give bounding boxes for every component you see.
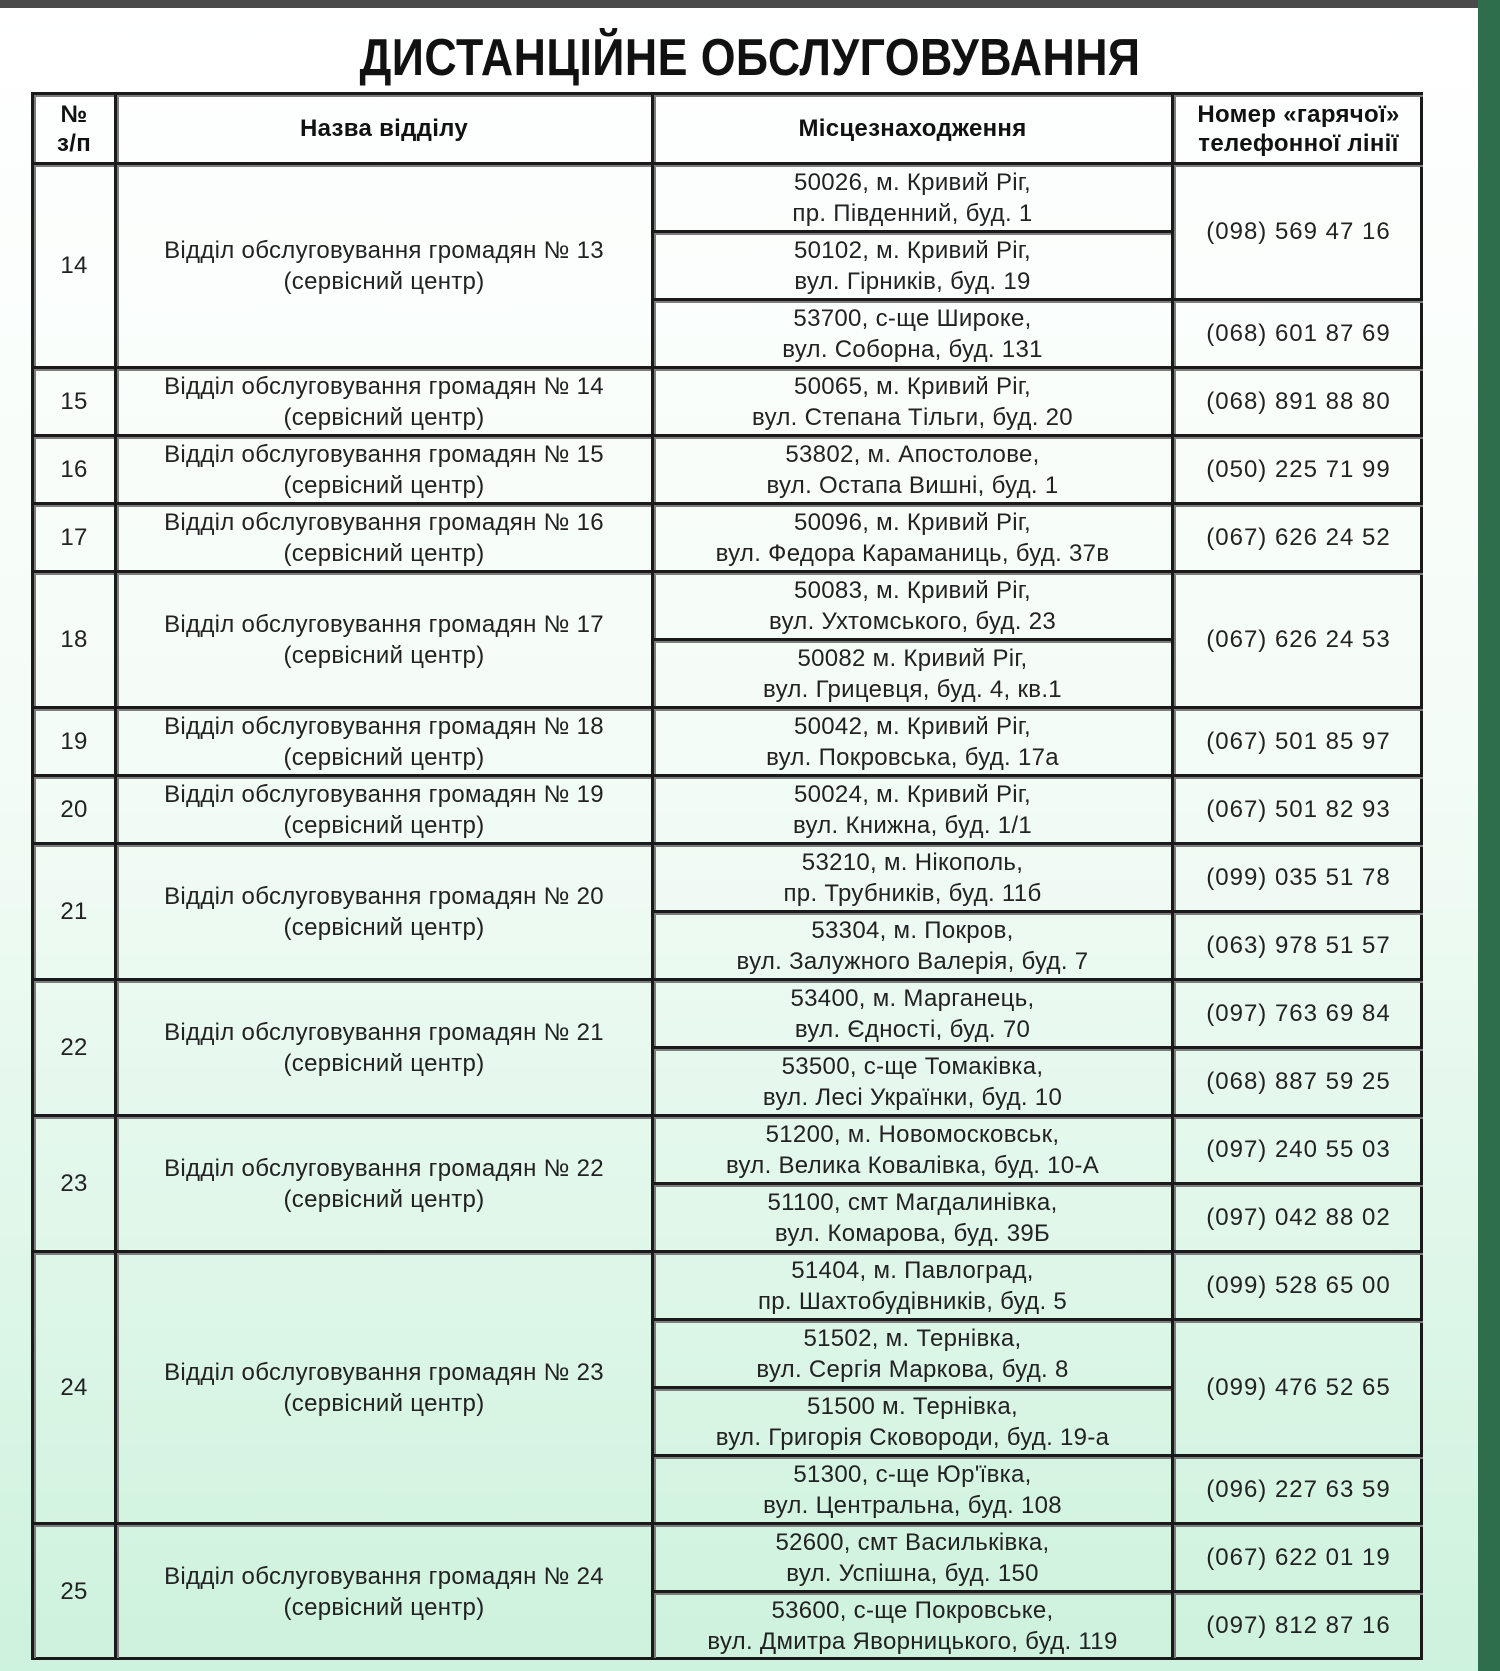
row-number: 19 [31, 706, 114, 774]
hotline-phone: (067) 622 01 19 [1171, 1522, 1423, 1590]
address-cell: 51200, м. Новомосковськ, вул. Велика Ковалівка, буд. 10-А [651, 1114, 1171, 1182]
header-department-name: Назва відділу [114, 92, 651, 162]
hotline-phone: (098) 569 47 16 [1171, 162, 1423, 298]
address-cell: 53600, с-ще Покровське, вул. Дмитра Яворницького, буд. 119 [651, 1590, 1171, 1658]
address-cell: 51300, с-ще Юр'ївка, вул. Центральна, буд. 108 [651, 1454, 1171, 1522]
hotline-phone: (096) 227 63 59 [1171, 1454, 1423, 1522]
hotline-phone: (099) 035 51 78 [1171, 842, 1423, 910]
department-name: Відділ обслуговування громадян № 23 (сервісний центр) [114, 1250, 651, 1522]
header-hotline: Номер «гарячої» телефонної лінії [1171, 92, 1423, 162]
address-cell: 50082 м. Кривий Ріг, вул. Грицевця, буд. 4, кв.1 [651, 638, 1171, 706]
row-number: 20 [31, 774, 114, 842]
department-name: Відділ обслуговування громадян № 24 (сервісний центр) [114, 1522, 651, 1658]
address-cell: 50065, м. Кривий Ріг, вул. Степана Тільги, буд. 20 [651, 366, 1171, 434]
department-name: Відділ обслуговування громадян № 17 (сервісний центр) [114, 570, 651, 706]
hotline-phone: (068) 891 88 80 [1171, 366, 1423, 434]
row-number: 21 [31, 842, 114, 978]
hotline-phone: (067) 626 24 53 [1171, 570, 1423, 706]
address-cell: 51404, м. Павлоград, пр. Шахтобудівників, буд. 5 [651, 1250, 1171, 1318]
row-number: 18 [31, 570, 114, 706]
page-title: ДИСТАНЦІЙНЕ ОБСЛУГОВУВАННЯ [359, 29, 1141, 87]
hotline-phone: (097) 763 69 84 [1171, 978, 1423, 1046]
hotline-phone: (067) 501 85 97 [1171, 706, 1423, 774]
address-cell: 51500 м. Тернівка, вул. Григорія Сковороди, буд. 19-а [651, 1386, 1171, 1454]
address-cell: 51100, смт Магдалинівка, вул. Комарова, буд. 39Б [651, 1182, 1171, 1250]
address-cell: 50102, м. Кривий Ріг, вул. Гірників, буд. 19 [651, 230, 1171, 298]
address-cell: 50042, м. Кривий Ріг, вул. Покровська, буд. 17а [651, 706, 1171, 774]
address-cell: 52600, смт Васильківка, вул. Успішна, буд. 150 [651, 1522, 1171, 1590]
department-name: Відділ обслуговування громадян № 22 (сервісний центр) [114, 1114, 651, 1250]
hotline-phone: (050) 225 71 99 [1171, 434, 1423, 502]
department-name: Відділ обслуговування громадян № 15 (сервісний центр) [114, 434, 651, 502]
top-border [0, 0, 1500, 8]
row-number: 22 [31, 978, 114, 1114]
hotline-phone: (067) 501 82 93 [1171, 774, 1423, 842]
address-cell: 50024, м. Кривий Ріг, вул. Книжна, буд. 1/1 [651, 774, 1171, 842]
row-number: 25 [31, 1522, 114, 1658]
right-edge-bar [1478, 0, 1500, 1671]
row-number: 24 [31, 1250, 114, 1522]
address-cell: 53802, м. Апостолове, вул. Остапа Вишні, буд. 1 [651, 434, 1171, 502]
address-cell: 50096, м. Кривий Ріг, вул. Федора Караманиць, буд. 37в [651, 502, 1171, 570]
row-number: 14 [31, 162, 114, 366]
hotline-phone: (097) 240 55 03 [1171, 1114, 1423, 1182]
row-number: 23 [31, 1114, 114, 1250]
hotline-phone: (097) 812 87 16 [1171, 1590, 1423, 1658]
hotline-phone: (099) 528 65 00 [1171, 1250, 1423, 1318]
hotline-phone: (097) 042 88 02 [1171, 1182, 1423, 1250]
hotline-phone: (068) 887 59 25 [1171, 1046, 1423, 1114]
department-name: Відділ обслуговування громадян № 14 (сервісний центр) [114, 366, 651, 434]
address-cell: 50026, м. Кривий Ріг, пр. Південний, буд. 1 [651, 162, 1171, 230]
service-table [31, 92, 1423, 1660]
row-number: 17 [31, 502, 114, 570]
hotline-phone: (063) 978 51 57 [1171, 910, 1423, 978]
row-number: 15 [31, 366, 114, 434]
address-cell: 53500, с-ще Томаківка, вул. Лесі Українки, буд. 10 [651, 1046, 1171, 1114]
hotline-phone: (068) 601 87 69 [1171, 298, 1423, 366]
department-name: Відділ обслуговування громадян № 20 (сервісний центр) [114, 842, 651, 978]
hotline-phone: (099) 476 52 65 [1171, 1318, 1423, 1454]
address-cell: 53210, м. Нікополь, пр. Трубників, буд. 11б [651, 842, 1171, 910]
department-name: Відділ обслуговування громадян № 18 (сервісний центр) [114, 706, 651, 774]
department-name: Відділ обслуговування громадян № 21 (сервісний центр) [114, 978, 651, 1114]
address-cell: 53700, с-ще Широке, вул. Соборна, буд. 131 [651, 298, 1171, 366]
address-cell: 50083, м. Кривий Ріг, вул. Ухтомського, буд. 23 [651, 570, 1171, 638]
address-cell: 53400, м. Марганець, вул. Єдності, буд. 70 [651, 978, 1171, 1046]
address-cell: 51502, м. Тернівка, вул. Сергія Маркова, буд. 8 [651, 1318, 1171, 1386]
header-location: Місцезнаходження [651, 92, 1171, 162]
department-name: Відділ обслуговування громадян № 13 (сервісний центр) [114, 162, 651, 366]
row-number: 16 [31, 434, 114, 502]
address-cell: 53304, м. Покров, вул. Залужного Валерія, буд. 7 [651, 910, 1171, 978]
hotline-phone: (067) 626 24 52 [1171, 502, 1423, 570]
header-number: № з/п [31, 92, 114, 162]
department-name: Відділ обслуговування громадян № 19 (сервісний центр) [114, 774, 651, 842]
department-name: Відділ обслуговування громадян № 16 (сервісний центр) [114, 502, 651, 570]
